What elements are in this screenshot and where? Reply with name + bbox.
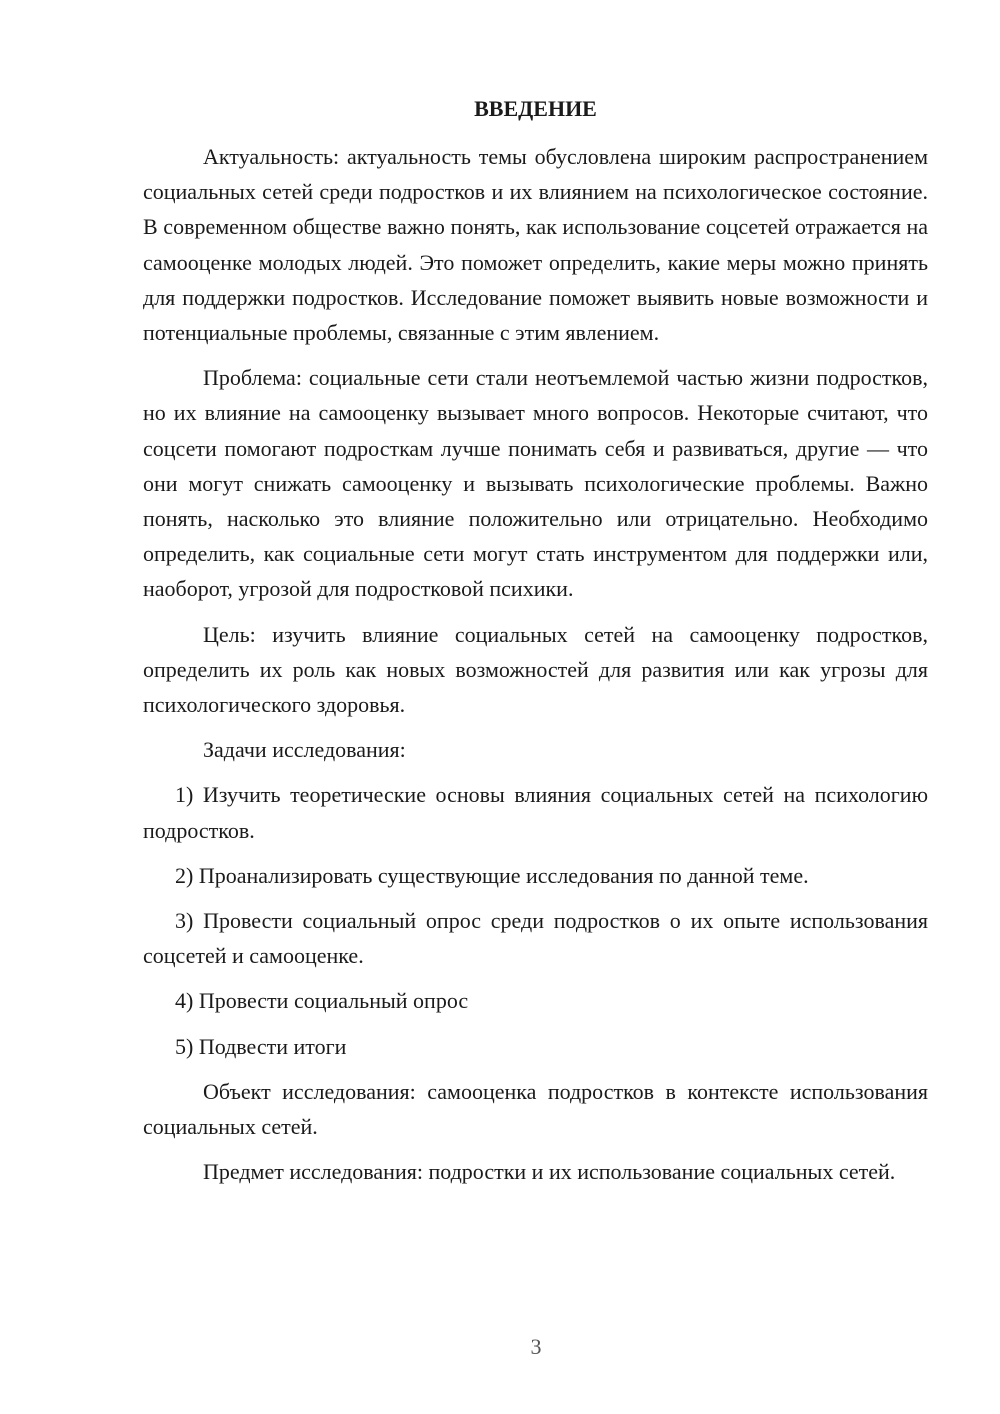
paragraph-object: Объект исследования: самооценка подростков в контексте использования социальных сетей. — [143, 1078, 928, 1140]
paragraph-problem: Проблема: социальные сети стали неотъемлемой частью жизни подростков, но их влияние на самооценку вызывает много вопросов. Некоторые считают, что соцсети помогают подросткам лучше понимать себя и развиваться, другие — что они могут снижать самооценку и вызывать психологические проблемы. Важно понять, насколько это влияние положительно или отрицательно. Необходимо определить, как социальные сети могут стать инструментом для поддержки или, наоборот, угрозой для подростковой психики. — [143, 365, 928, 602]
task-item: 5) Подвести итоги — [175, 1033, 347, 1059]
page-number: 3 — [530, 1334, 542, 1359]
document-page — [143, 94, 928, 1199]
task-item: 4) Провести социальный опрос — [175, 988, 469, 1014]
task-item: 1) Изучить теоретические основы влияния социальных сетей на психологию подростков. — [143, 782, 928, 843]
section-title: ВВЕДЕНИЕ — [474, 96, 597, 121]
task-item: 2) Проанализировать существующие исследования по данной теме. — [175, 862, 809, 888]
paragraph-goal: Цель: изучить влияние социальных сетей на самооценку подростков, определить их роль как новых возможностей для развития или как угрозы для психологического здоровья. — [143, 621, 928, 718]
task-item: 3) Провести социальный опрос среди подростков о их опыте использования соцсетей и самооценке. — [143, 908, 928, 969]
paragraph-subject: Предмет исследования: подростки и их использование социальных сетей. — [203, 1159, 896, 1185]
tasks-label: Задачи исследования: — [203, 737, 406, 763]
paragraph-relevance: Актуальность: актуальность темы обусловлена широким распространением социальных сетей среди подростков и их влиянием на психологическое состояние. В современном обществе важно понять, как использование соцсетей отражается на самооценке молодых людей. Это поможет определить, какие меры можно принять для поддержки подростков. Исследование поможет выявить новые возможности и потенциальные проблемы, связанные с этим явлением. — [143, 144, 928, 346]
